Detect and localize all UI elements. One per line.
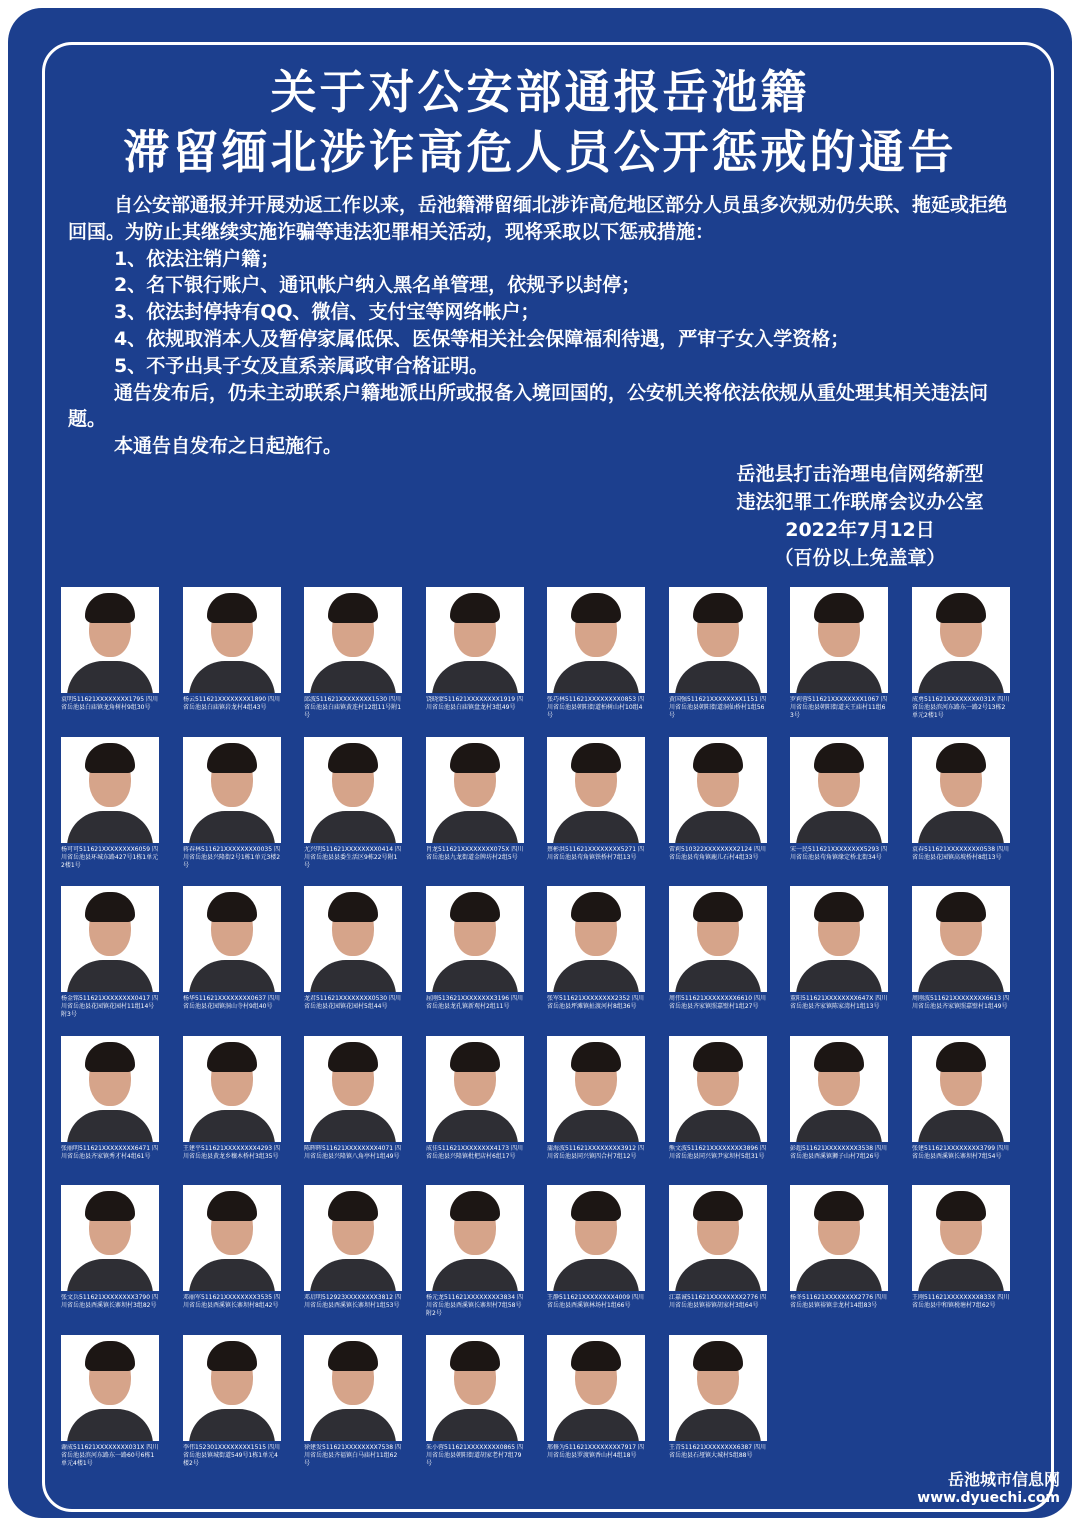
person-photo [547,1185,645,1291]
person-caption: 张军511621XXXXXXXX2352 四川省岳池县坪滩镇扯渡河村8组36号 [547,995,644,1011]
person-card [426,1335,524,1483]
person-photo [547,587,645,693]
person-caption: 袁春511621XXXXXXXX0538 四川省岳池县花园镇高坡桥村8组13号 [912,846,1009,862]
person-caption: 张巧林511621XXXXXXXX0853 四川省岳池县朝阳街道柏树山村10组4号 [547,696,644,720]
signature-note: （百份以上免盖章） [774,547,946,569]
person-caption: 杨华511621XXXXXXXX0637 四川省岳池县花园镇洞山寺村9组40号 [183,995,280,1011]
person-photo [547,886,645,992]
person-photo [61,1185,159,1291]
signature-org-line-2: 违法犯罪工作联席会议办公室 [736,491,984,513]
person-caption: 屈刚513621XXXXXXXX3196 四川省岳池县龙孔镇新观村2组11号 [426,995,523,1011]
person-caption: 周伟511621XXXXXXXX6610 四川省岳池县齐家镇照嘉壁村1组27号 [669,995,766,1011]
person-card [790,587,888,735]
person-caption: 罗莉蓉511621XXXXXXXX1067 四川省岳池县朝阳街道天王庙村11组63号 [790,696,887,720]
person-photo [669,886,767,992]
person-photo [183,1335,281,1441]
person-photo [61,1335,159,1441]
person-caption: 徐建发511621XXXXXXXX7538 四川省岳池县齐福镇白马庙村11组62号 [304,1444,401,1468]
person-caption: 蒲海波511621XXXXXXXX3912 四川省岳池县同兴镇四合村7组12号 [547,1145,644,1161]
person-caption: 雷莉510322XXXXXXXX2124 四川省岳池县苟角镇鹿儿石村4组33号 [669,846,766,862]
watermark-url: www.dyuechi.com [917,1490,1060,1506]
person-photo [790,587,888,693]
person-card [547,886,645,1034]
person-caption: 张丽明511621XXXXXXXX6471 四川省岳池县齐家镇秀才村4组61号 [61,1145,158,1161]
person-card [183,1335,281,1483]
person-caption: 朱小蓉511621XXXXXXXX0865 四川省岳池县朝阳街道胡家老村7组79号 [426,1444,523,1468]
person-caption: 杨云511621XXXXXXXX1890 四川省岳池县白庙镇岩龙村4组43号 [183,696,280,712]
person-photo [547,737,645,843]
measure-item: 2、名下银行账户、通讯帐户纳入黑名单管理，依规予以封停； [114,274,641,297]
person-card [61,886,159,1034]
person-photo [61,587,159,693]
person-card [669,886,767,1034]
person-photo [304,886,402,992]
person-photo [912,587,1010,693]
person-card [183,1185,281,1333]
person-photo [912,1185,1010,1291]
person-caption: 周刚波511621XXXXXXXX6613 四川省岳池县齐家镇照嘉壁村1组49号 [912,995,1009,1011]
person-caption: 陈晖晖511621XXXXXXXX4071 四川省岳池县兴隆镇八角亭村1组49号 [304,1145,401,1161]
person-photo [426,587,524,693]
person-card [669,737,767,885]
person-card [669,1036,767,1184]
person-caption: 谢成511621XXXXXXXX031X 四川省岳池县滨河东路东一路60号6栋1单元4楼1号 [61,1444,159,1468]
person-card [304,1335,402,1483]
person-caption: 杨金铭511621XXXXXXXX0417 四川省岳池县花园镇花园村11组14号附3号 [61,995,158,1019]
person-card [426,737,524,885]
person-card [669,1185,767,1333]
person-card [304,587,402,735]
person-caption: 王建平511621XXXXXXXX4293 四川省岳池县黄龙乡穰木桥村3组35号 [183,1145,280,1161]
person-photo [183,886,281,992]
person-photo [669,587,767,693]
person-card [912,737,1010,885]
person-photo [304,587,402,693]
person-caption: 李伟152301XXXXXXXX1515 四川省岳池县镇城街道549号1栋1单元4楼2号 [183,1444,280,1468]
person-card [790,886,888,1034]
person-caption: 宋一民511621XXXXXXXX5293 四川省岳池县苟角镇缘定桥北街34号 [790,846,887,862]
person-card [912,587,1010,735]
person-caption: 江嘉诚511621XXXXXXXX2776 四川省岳池县镇裕镇胡家村3组64号 [669,1294,766,1310]
person-photo [61,737,159,843]
person-photo [426,737,524,843]
measure-item: 4、依规取消本人及暂停家属低保、医保等相关社会保障福利待遇，严审子女入学资格； [114,327,850,350]
person-photo [183,1185,281,1291]
person-photo [61,886,159,992]
person-card [912,1036,1010,1184]
person-card [61,587,159,735]
person-card [547,737,645,885]
person-card [547,1335,645,1483]
person-caption: 成勇511621XXXXXXXX031X 四川省岳池县滨河东路东一路2号13栋2单元2楼1号 [912,696,1010,720]
person-photo [790,1185,888,1291]
person-caption: 蔡彬洪511621XXXXXXXX5271 四川省岳池县苟角镇铁桥村7组13号 [547,846,644,862]
person-caption: 熊文波511621XXXXXXXX3896 四川省岳池县同兴镇尹家坝村5组31号 [669,1145,766,1161]
person-card [183,1036,281,1184]
notice-intro: 自公安部通报并开展劝返工作以来，岳池籍滞留缅北涉诈高危地区部分人员虽多次规劝仍失联、拖延或拒绝回国。为防止其继续实施诈骗等违法犯罪相关活动，现将采取以下惩戒措施： [68,194,1008,243]
person-photo [669,1036,767,1142]
person-caption: 袁明511621XXXXXXXX1795 四川省岳池县白庙镇龙角树村9组30号 [61,696,158,712]
person-card [304,1185,402,1333]
person-photo [912,737,1010,843]
person-photo [426,1036,524,1142]
person-photo [912,1036,1010,1142]
person-card [790,737,888,885]
person-photo [304,1335,402,1441]
person-caption: 张文兵511621XXXXXXXX3790 四川省岳池县酉溪镇长寨坝村3组82号 [61,1294,158,1310]
person-caption: 成佳511621XXXXXXXX4173 四川省岳池县兴隆镇枇杷店村6组17号 [426,1145,523,1161]
person-photo [183,1036,281,1142]
person-caption: 杨可可511621XXXXXXXX6059 四川省岳池县环城东路427号1栋1单元2楼1号 [61,846,159,870]
notice-body [68,192,1012,460]
person-caption: 饶晓蒙511621XXXXXXXX1919 四川省岳池县白庙镇盘龙村3组49号 [426,696,523,712]
measure-item: 5、不予出具子女及直系亲属政审合格证明。 [114,354,489,377]
person-card [426,886,524,1034]
person-card [61,1185,159,1333]
person-card [547,1036,645,1184]
person-photo [304,1036,402,1142]
notice-closing: 通告发布后，仍未主动联系户籍地派出所或报备入境回国的，公安机关将依法依规从重处理其相关违法问题。 [68,381,989,431]
signature-block [710,460,1010,572]
person-caption: 王青511621XXXXXXXX6387 四川省岳池县石垭镇大城村5组88号 [669,1444,766,1460]
notice-effective: 本通告自发布之日起施行。 [114,435,343,458]
person-card [669,587,767,735]
person-photo [669,737,767,843]
person-photo [790,886,888,992]
person-photo [790,1036,888,1142]
person-card [304,886,402,1034]
person-photo [183,587,281,693]
person-card [183,587,281,735]
person-caption: 邓启明512923XXXXXXXX3812 四川省岳池县酉溪镇长寨坝村1组53号 [304,1294,401,1310]
person-caption: 邱波511621XXXXXXXX1530 四川省岳池县白庙镇黄连村12组11号附1号 [304,696,402,720]
person-caption: 杨冬511621XXXXXXXX2776 四川省岳池县镇裕镇幸龙村14组83号 [790,1294,887,1310]
person-card [912,886,1010,1034]
person-photo [183,737,281,843]
person-caption: 龙君511621XXXXXXXX0530 四川省岳池县花园镇花园村5组44号 [304,995,401,1011]
person-card [547,587,645,735]
person-caption: 黄国强511621XXXXXXXX1151 四川省岳池县朝阳街道洞仙桥村1组56号 [669,696,766,720]
signature-date: 2022年7月12日 [785,519,935,541]
person-photo [912,886,1010,992]
person-card [547,1185,645,1333]
person-photo [426,1335,524,1441]
person-caption: 肖龙511621XXXXXXXX075X 四川省岳池县九龙街道金牌坊村2组5号 [426,846,524,862]
site-watermark [917,1467,1060,1506]
person-photo [669,1185,767,1291]
person-photo [304,1185,402,1291]
person-card [669,1335,767,1483]
person-card [183,886,281,1034]
watermark-site-name: 岳池城市信息网 [947,1470,1060,1489]
person-caption: 尤兴明511621XXXXXXXX0414 四川省岳池县县委生活区9栋22号附1号 [304,846,401,870]
signature-org-line-1: 岳池县打击治理电信网络新型 [736,463,984,485]
person-caption: 邓丽军511621XXXXXXXX3535 四川省岳池县酉溪镇长寨坝村8组42号 [183,1294,280,1310]
person-photo [547,1335,645,1441]
person-photo [669,1335,767,1441]
person-photo [304,737,402,843]
person-card [183,737,281,885]
person-caption: 张建511621XXXXXXXX3799 四川省岳池县酉溪镇长寨坝村7组54号 [912,1145,1009,1161]
measure-item: 1、依法注销户籍； [114,247,280,270]
person-card [426,1036,524,1184]
person-photo [547,1036,645,1142]
person-photo [790,737,888,843]
measure-item: 3、依法封停持有QQ、微信、支付宝等网络帐户； [114,301,540,324]
person-card [426,1185,524,1333]
person-caption: 王静511621XXXXXXXX4009 四川省岳池县酉溪镇林场村1组66号 [547,1294,644,1310]
person-card [912,1185,1010,1333]
person-card [304,1036,402,1184]
person-caption: 杨元龙511621XXXXXXXX3834 四川省岳池县酉溪镇长寨坝村7组58号附2号 [426,1294,523,1318]
person-photo [426,1185,524,1291]
person-card [304,737,402,885]
person-card [61,737,159,885]
person-caption: 蒋春林511621XXXXXXXX0035 四川省岳池县兴隆街2号1栋1单元3楼2号 [183,846,281,870]
person-photo [61,1036,159,1142]
person-card [790,1185,888,1333]
person-photo [426,886,524,992]
person-card [61,1335,159,1483]
person-caption: 王刚511621XXXXXXXX833X 四川省岳池县中和镇税塘村7组62号 [912,1294,1010,1310]
person-caption: 董阳511621XXXXXXXX647X 四川省岳池县齐家镇陈家湾村1组13号 [790,995,888,1011]
person-caption: 邢修为511621XXXXXXXX7917 四川省岳池县罗渡镇香山村4组18号 [547,1444,644,1460]
person-caption: 彭超511621XXXXXXXX3538 四川省岳池县酉溪镇狮子山村7组26号 [790,1145,887,1161]
page-title-line-2: 滞留缅北涉诈高危人员公开惩戒的通告 [123,125,957,179]
person-card [61,1036,159,1184]
person-card [426,587,524,735]
person-card [790,1036,888,1184]
page-title-line-1: 关于对公安部通报岳池籍 [270,65,810,119]
